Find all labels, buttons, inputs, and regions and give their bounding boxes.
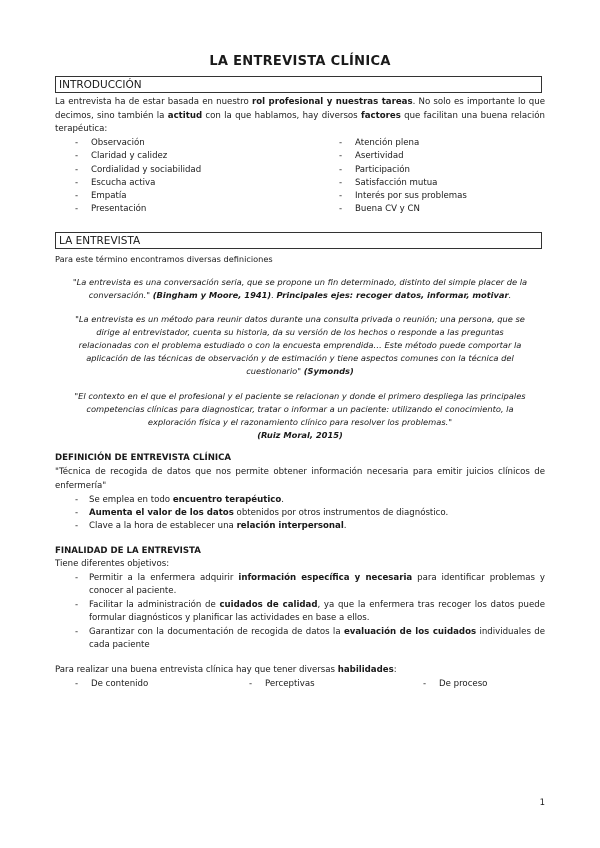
page-title: LA ENTREVISTA CLÍNICA <box>209 54 391 69</box>
list-item: - Aumenta el valor de los datos obtenidos por otros instrumentos de diagnóstico. <box>75 508 449 518</box>
intro-paragraph: La entrevista ha de estar basada en nuestro rol profesional y nuestras tareas. No solo es importante lo que decimos, sino también la actitud con la que hablamos, hay diversos factores que facilitan una buena relación terapéutica: <box>55 97 545 134</box>
section-heading-entrevista: LA ENTREVISTA <box>55 232 542 249</box>
list-item: - Permitir a la enfermera adquirir información específica y necesaria para identificar problemas y conocer al paciente. <box>75 573 545 596</box>
finalidad-list <box>55 572 545 652</box>
definicion-text: "Técnica de recogida de datos que nos permite obtener información necesaria para emitir juicios clínicos de enfermería" <box>55 467 545 491</box>
subheading-finalidad: FINALIDAD DE LA ENTREVISTA <box>55 546 201 556</box>
section-heading-introduccion: INTRODUCCIÓN <box>55 76 542 93</box>
page-number: 1 <box>539 798 545 808</box>
list-item: - Se emplea en todo encuentro terapéutico. <box>75 495 285 505</box>
quote-symonds: "La entrevista es un método para reunir datos durante una consulta privada o reunión; una persona, que se dirige al entrevistador, cuenta su historia, da su versión de los hechos o responde a las preguntas relacionadas con el problema estudiado o con la encuesta emprendida… Este método puede comportar la aplicación de las técnicas de observación y de estimación y tiene aspectos comunes con la técnica del cuestionario" (Symonds) <box>75 314 525 376</box>
quote-bingham-moore: "La entrevista es una conversación seria, que se propone un fin determinado, distinto del simple placer de la conversación." (Bingham y Moore, 1941). Principales ejes: recoger datos, informar, motivar. <box>72 277 528 300</box>
entrevista-intro: Para este término encontramos diversas definiciones <box>55 254 273 264</box>
list-item: - Garantizar con la documentación de recogida de datos la evaluación de los cuidados individuales de cada paciente <box>75 627 545 650</box>
quote-ruiz-moral: "El contexto en el que el profesional y el paciente se relacionan y donde el primero despliega las principales competencias clínicas para diagnosticar, tratar o informar a un paciente: utilizando el conocimiento, la exploración física y el razonamiento clínico para resolver los problemas." (Ruiz Moral, 2015) <box>74 391 526 440</box>
list-item: - Clave a la hora de establecer una relación interpersonal. <box>75 521 347 531</box>
habilidades-text: Para realizar una buena entrevista clínica hay que tener diversas habilidades: <box>55 665 397 675</box>
list-item: - Facilitar la administración de cuidados de calidad, ya que la enfermera tras recoger los datos puede formular diagnósticos y planificar las actividades en base a ellos. <box>75 600 545 623</box>
finalidad-intro: Tiene diferentes objetivos: <box>55 559 170 569</box>
definicion-list <box>55 494 545 533</box>
subheading-definicion: DEFINICIÓN DE ENTREVISTA CLÍNICA <box>55 453 232 463</box>
